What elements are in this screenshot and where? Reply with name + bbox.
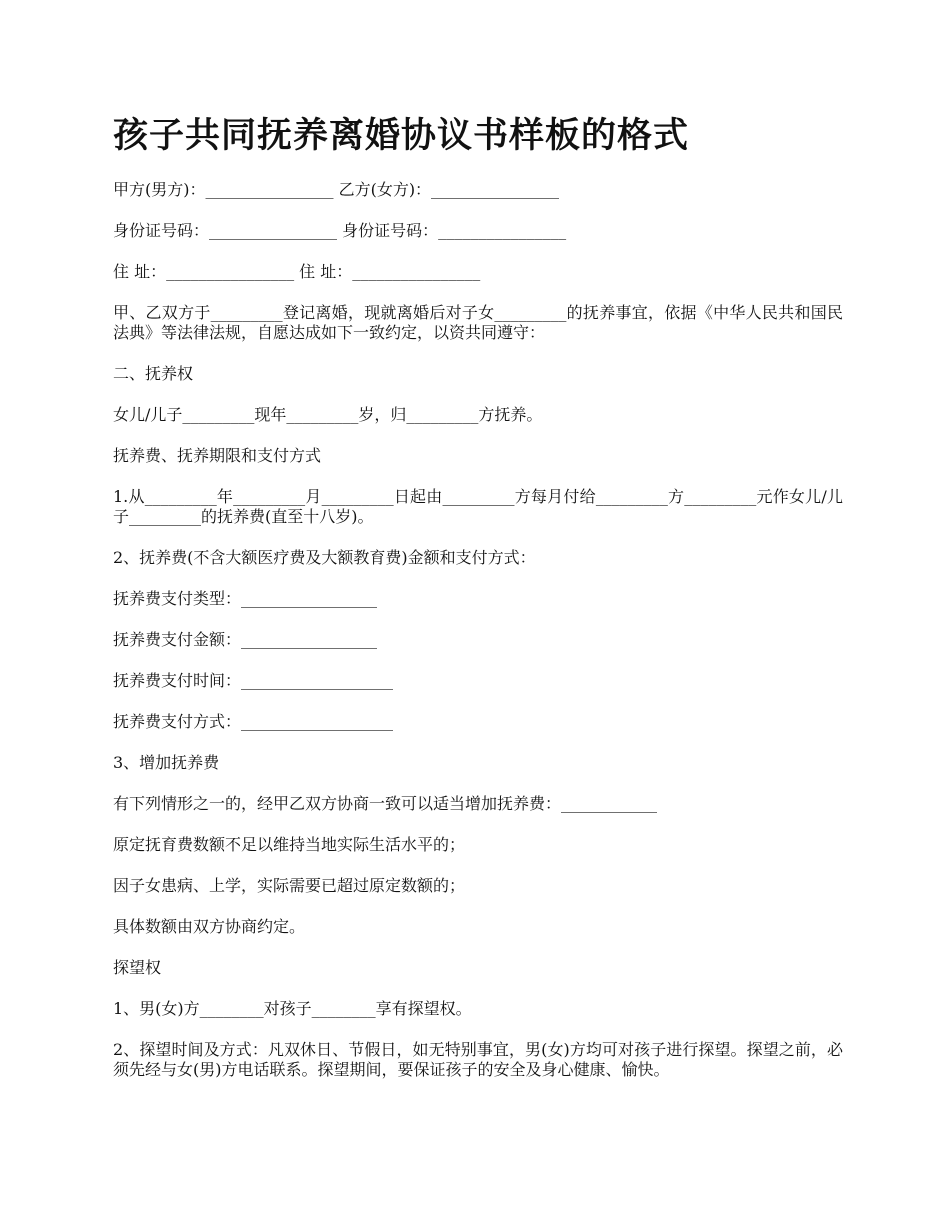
support-clause-2: 2、抚养费(不含大额医疗费及大额教育费)金额和支付方式： (113, 548, 536, 567)
support-payment-amount: 抚养费支付金额：_________________ (113, 630, 378, 649)
section-heading-visitation: 探望权 (113, 958, 162, 977)
section-heading-custody: 二、抚养权 (113, 364, 194, 383)
custody-clause: 女儿/儿子_________现年_________岁，归_________方抚养。 (113, 405, 543, 424)
document-body (113, 180, 843, 1101)
document-title: 孩子共同抚养离婚协议书样板的格式 (113, 116, 690, 156)
increase-clause: 有下列情形之一的，经甲乙双方协商一致可以适当增加抚养费：____________ (113, 794, 658, 813)
party-names-line: 甲方(男方)：________________ 乙方(女方)：________________ (113, 180, 560, 199)
increase-condition-1: 原定抚育费数额不足以维持当地实际生活水平的； (113, 835, 466, 854)
id-number-line: 身份证号码：________________ 身份证号码：________________ (113, 221, 567, 240)
preamble-paragraph: 甲、乙双方于_________登记离婚，现就离婚后对子女_________的抚养事宜，依据《中华人民共和国民法典》等法律法规，自愿达成如下一致约定，以资共同遵守： (113, 303, 843, 342)
visitation-clause-2: 2、探望时间及方式：凡双休日、节假日，如无特别事宜，男(女)方均可对孩子进行探望。探望之前，必须先经与女(男)方电话联系。探望期间，要保证孩子的安全及身心健康、愉快。 (113, 1040, 843, 1079)
address-line: 住 址：________________ 住 址：________________ (113, 262, 481, 281)
section-heading-increase: 3、增加抚养费 (113, 753, 220, 772)
section-heading-support: 抚养费、抚养期限和支付方式 (113, 446, 322, 465)
support-payment-time: 抚养费支付时间：___________________ (113, 671, 394, 690)
support-payment-type: 抚养费支付类型：_________________ (113, 589, 378, 608)
support-clause-1: 1.从_________年_________月_________日起由_________方每月付给_________方_________元作女儿/儿子_________的抚养费(直至十八岁)。 (113, 487, 843, 526)
increase-condition-2: 因子女患病、上学，实际需要已超过原定数额的； (113, 876, 466, 895)
increase-amount-note: 具体数额由双方协商约定。 (113, 917, 306, 936)
visitation-clause-1: 1、男(女)方________对孩子________享有探望权。 (113, 999, 472, 1018)
support-payment-method: 抚养费支付方式：___________________ (113, 712, 394, 731)
